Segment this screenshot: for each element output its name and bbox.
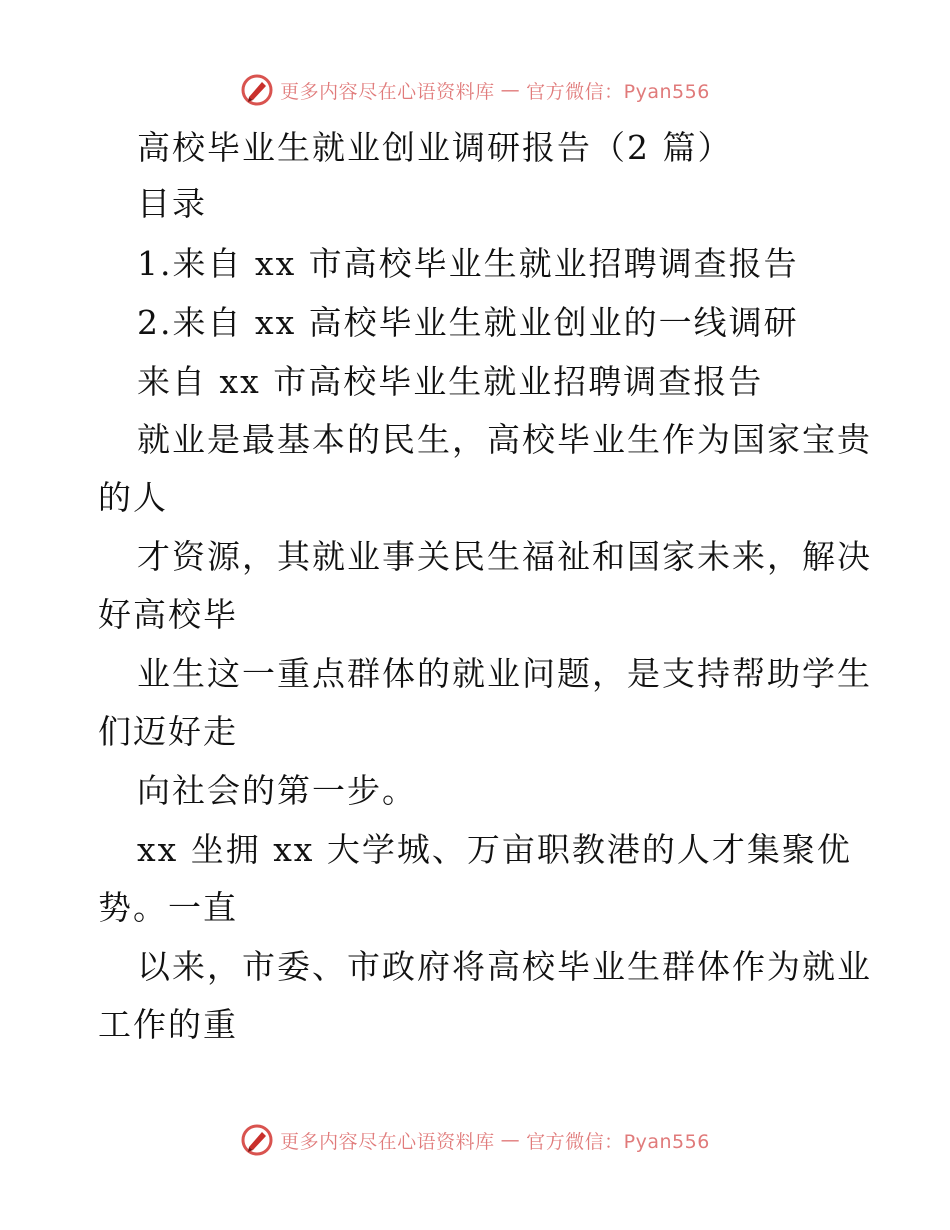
watermark-dash: — xyxy=(500,79,521,101)
document-title: 高校毕业生就业创业调研报告（2 篇） xyxy=(137,128,733,167)
pen-logo-icon xyxy=(240,73,274,107)
watermark-text: 更多内容尽在心语资料库 xyxy=(280,1130,495,1153)
paragraph-line: 业生这一重点群体的就业问题，是支持帮助学生 xyxy=(137,654,872,693)
paragraph-line: 们迈好走 xyxy=(98,712,238,751)
paragraph-line: 才资源，其就业事关民生福祉和国家未来，解决 xyxy=(137,537,872,576)
paragraph-line: xx 坐拥 xx 大学城、万亩职教港的人才集聚优 xyxy=(137,830,852,869)
paragraph-line: 好高校毕 xyxy=(98,595,238,634)
watermark-wechat: 官方微信：Pyan556 xyxy=(526,80,710,103)
header-watermark xyxy=(0,70,950,110)
watermark-wechat: 官方微信：Pyan556 xyxy=(526,1130,710,1153)
footer-watermark xyxy=(0,1120,950,1160)
pen-logo-icon xyxy=(240,1123,274,1157)
paragraph-line: 就业是最基本的民生，高校毕业生作为国家宝贵 xyxy=(137,420,872,459)
paragraph-line: 势。一直 xyxy=(98,888,238,927)
section-title: 来自 xx 市高校毕业生就业招聘调查报告 xyxy=(137,362,764,401)
paragraph-line: 的人 xyxy=(98,478,168,517)
toc-heading: 目录 xyxy=(137,184,207,223)
paragraph-line: 向社会的第一步。 xyxy=(137,771,417,810)
toc-item-2: 2.来自 xx 高校毕业生就业创业的一线调研 xyxy=(137,303,799,342)
paragraph-line: 工作的重 xyxy=(98,1005,238,1044)
watermark-dash: — xyxy=(500,1129,521,1151)
paragraph-line: 以来，市委、市政府将高校毕业生群体作为就业 xyxy=(137,947,872,986)
toc-item-1: 1.来自 xx 市高校毕业生就业招聘调查报告 xyxy=(137,244,799,283)
watermark-text: 更多内容尽在心语资料库 xyxy=(280,80,495,103)
